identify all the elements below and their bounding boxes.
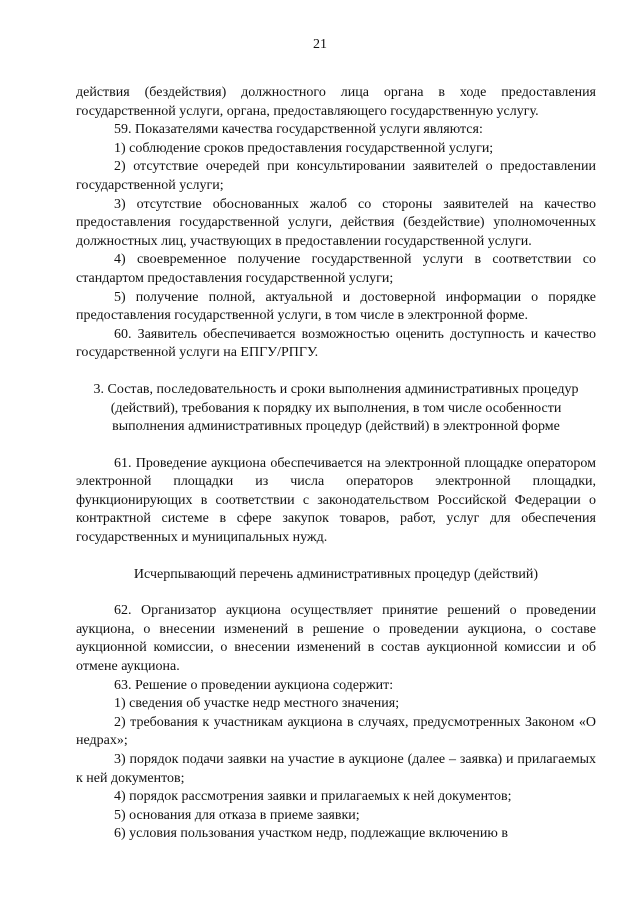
list-item-59-4: 4) своевременное получение государственной услуги в соответствии со стандартом предоставления государственной услуги; <box>76 252 596 286</box>
paragraph-61: 61. Проведение аукциона обеспечивается на электронной площадке оператором электронной площадки из числа операторов электронной площадки, функционирующих в соответствии с законодательством Российской Федерации о контрактной системе в сфере закупок товаров, работ, услуг для обеспечения государственных и муниципальных нужд. <box>76 455 596 546</box>
paragraph-60: 60. Заявитель обеспечивается возможностью оценить доступность и качество государственной услуги на ЕПГУ/РПГУ. <box>76 326 596 361</box>
list-item-63-1: 1) сведения об участке недр местного значения; <box>114 696 400 712</box>
list-item-63-2: 2) требования к участникам аукциона в случаях, предусмотренных Законом «О недрах»; <box>76 714 596 749</box>
paragraph-63: 63. Решение о проведении аукциона содержит: <box>114 677 394 693</box>
list-item-59-1: 1) соблюдение сроков предоставления государственной услуги; <box>114 140 494 156</box>
list-item-59-2: 2) отсутствие очередей при консультировании заявителей о предоставлении государственной услуги; <box>76 159 596 193</box>
page-number: 21 <box>313 37 327 52</box>
section-heading: 3. Состав, последовательность и сроки выполнения административных процедур (действий), требования к порядку их выполнения, в том числе особенности выполнения административных процедур (действий) в электронной форме <box>93 381 579 435</box>
subsection-heading: Исчерпывающий перечень административных процедур (действий) <box>133 566 539 582</box>
list-item-59-3: 3) отсутствие обоснованных жалоб со стороны заявителей на качество предоставления государственной услуги, действия (бездействие) уполномоченных должностных лиц, участвующих в предоставлении государственной услуги. <box>76 196 596 249</box>
list-item-63-4: 4) порядок рассмотрения заявки и прилагаемых к ней документов; <box>114 789 512 805</box>
paragraph-62: 62. Организатор аукциона осуществляет принятие решений о проведении аукциона, о внесении изменений в решение о проведении аукциона, о составе аукционной комиссии, о внесении изменений в состав аукционной комиссии и об отмене аукциона. <box>76 603 596 675</box>
document-body <box>76 84 596 844</box>
list-item-63-3: 3) порядок подачи заявки на участие в аукционе (далее – заявка) и прилагаемых к ней документов; <box>76 752 596 786</box>
paragraph-59: 59. Показателями качества государственной услуги являются: <box>114 122 483 138</box>
list-item-59-5: 5) получение полной, актуальной и достоверной информации о порядке предоставления государственной услуги, в том числе в электронной форме. <box>76 289 596 324</box>
list-item-63-6: 6) условия пользования участком недр, подлежащие включению в <box>114 826 508 842</box>
paragraph-continuation: действия (бездействия) должностного лица органа в ходе предоставления государственной услуги, органа, предоставляющего государственную услугу. <box>76 85 596 119</box>
list-item-63-5: 5) основания для отказа в приеме заявки; <box>114 807 360 823</box>
